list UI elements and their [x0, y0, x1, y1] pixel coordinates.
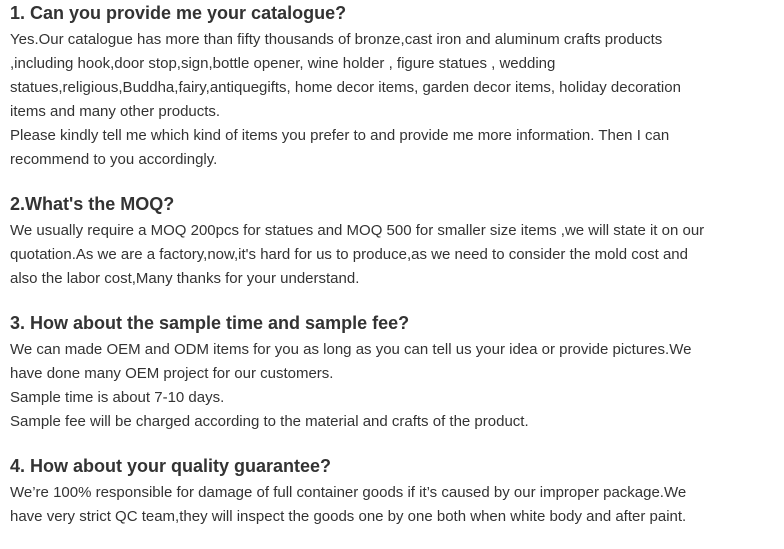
faq-answer [10, 219, 780, 291]
answer-line: statues,religious,Buddha,fairy,antiquegifts, home decor items, garden decor items, holiday decoration [10, 79, 681, 96]
answer-line: We usually require a MOQ 200pcs for statues and MOQ 500 for smaller size items ,we will state it on our [10, 222, 705, 239]
answer-line: have done many OEM project for our customers. [10, 365, 334, 382]
faq-question: 4. How about your quality guarantee? [10, 456, 332, 476]
answer-line: We can made OEM and ODM items for you as long as you can tell us your idea or provide pictures.We [10, 341, 692, 358]
faq-answer [10, 338, 780, 434]
answer-line: have very strict QC team,they will inspect the goods one by one both when white body and after paint. [10, 508, 687, 525]
answer-line: also the labor cost,Many thanks for your understand. [10, 270, 360, 287]
faq-question: 1. Can you provide me your catalogue? [10, 3, 347, 23]
answer-line: Sample time is about 7-10 days. [10, 389, 225, 406]
faq-answer [10, 481, 780, 529]
faq-question: 3. How about the sample time and sample fee? [10, 313, 410, 333]
answer-line: We’re 100% responsible for damage of full container goods if it’s caused by our improper package.We [10, 484, 687, 501]
answer-line: items and many other products. [10, 103, 221, 120]
answer-line: Please kindly tell me which kind of items you prefer to and provide me more information. Then I can [10, 127, 670, 144]
answer-line: Yes.Our catalogue has more than fifty thousands of bronze,cast iron and aluminum crafts products [10, 31, 663, 48]
answer-line: quotation.As we are a factory,now,it's hard for us to produce,as we need to consider the mold cost and [10, 246, 688, 263]
answer-line: recommend to you accordingly. [10, 151, 218, 168]
faq-question: 2.What's the MOQ? [10, 194, 175, 214]
faq-item-catalogue [10, 2, 780, 172]
faq-item-moq [10, 193, 780, 291]
faq-item-sample [10, 312, 780, 434]
faq-item-quality [10, 455, 780, 529]
answer-line: Sample fee will be charged according to the material and crafts of the product. [10, 413, 529, 430]
faq-answer [10, 28, 780, 172]
answer-line: ,including hook,door stop,sign,bottle opener, wine holder , figure statues , wedding [10, 55, 556, 72]
